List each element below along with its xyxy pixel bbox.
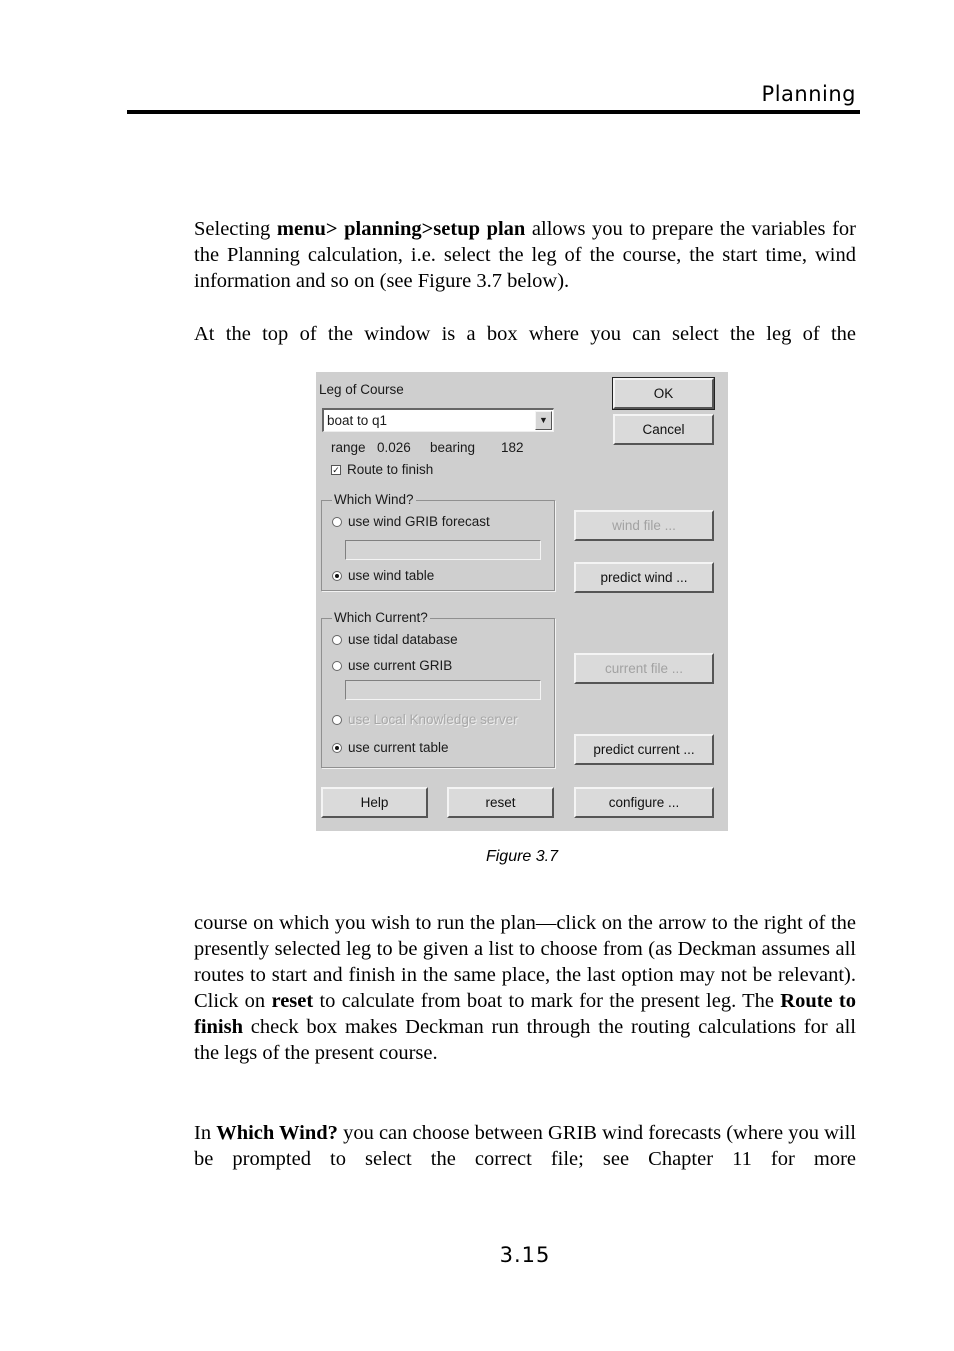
- bold-run: Which Wind?: [216, 1122, 338, 1144]
- tidal-database-radio[interactable]: [332, 632, 458, 647]
- bearing-value: 182: [501, 440, 524, 455]
- bold-run: reset: [271, 990, 314, 1012]
- paragraph-window-top: [194, 321, 856, 347]
- radio-selected-icon: [332, 571, 342, 581]
- text-run: check box makes Deckman run through the routing calculations for all the legs of the present course.: [194, 1016, 856, 1064]
- which-wind-label: Which Wind?: [334, 492, 414, 507]
- text-run: to calculate from boat to mark for the present leg. The: [313, 990, 781, 1012]
- chevron-down-icon[interactable]: ▼: [535, 411, 552, 430]
- radio-selected-icon: [332, 743, 342, 753]
- current-grib-label: use current GRIB: [348, 658, 453, 673]
- wind-table-radio[interactable]: [332, 568, 434, 583]
- radio-icon: [332, 517, 342, 527]
- wind-grib-label: use wind GRIB forecast: [348, 514, 490, 529]
- text-run: Selecting: [194, 218, 277, 240]
- text-run: At the top of the window is a box where you can select the leg of the: [194, 323, 856, 345]
- checkmark-icon: ✓: [332, 464, 340, 475]
- current-grib-file-field[interactable]: [345, 680, 541, 700]
- page-number: 3.15: [499, 1243, 551, 1267]
- header-rule: [127, 110, 860, 114]
- wind-table-label: use wind table: [348, 568, 435, 583]
- wind-grib-file-field[interactable]: [345, 540, 541, 560]
- tidal-database-label: use tidal database: [348, 632, 458, 647]
- figure-caption: Figure 3.7: [485, 848, 559, 865]
- range-value: 0.026: [377, 440, 411, 455]
- text-run: course on which you wish to run the plan—click on the arrow to the right of the presently selected leg to be given a list to choose from (as Deckman assumes all routes to start and finish in the same place, the last option may not be relevant). Click on: [194, 912, 856, 1012]
- ok-button[interactable]: OK: [613, 378, 714, 409]
- current-file-button[interactable]: current file ...: [574, 653, 714, 684]
- wind-grib-radio[interactable]: [332, 514, 490, 529]
- paragraph-which-wind: [194, 1120, 856, 1172]
- route-to-finish-label: Route to finish: [347, 462, 434, 477]
- leg-of-course-select[interactable]: [322, 408, 554, 432]
- current-table-label: use current table: [348, 740, 449, 755]
- bearing-label: bearing: [430, 440, 476, 455]
- running-header: Planning: [761, 82, 856, 106]
- radio-icon: [332, 661, 342, 671]
- configure-button[interactable]: configure ...: [574, 787, 714, 818]
- paragraph-intro: [194, 216, 856, 294]
- predict-wind-button[interactable]: predict wind ...: [574, 562, 714, 593]
- bold-run: Route to finish: [194, 990, 856, 1038]
- local-knowledge-label: use Local Knowledge server: [348, 712, 518, 727]
- predict-current-button[interactable]: predict current ...: [574, 734, 714, 765]
- text-run: you can choose between GRIB wind forecasts (where you will be prompted to select the correct file; see Chapter 11 for more: [194, 1122, 856, 1170]
- cancel-button[interactable]: Cancel: [613, 414, 714, 445]
- paragraph-course: [194, 910, 856, 1066]
- leg-value: boat to q1: [327, 413, 388, 428]
- current-table-radio[interactable]: [332, 740, 449, 755]
- current-grib-radio[interactable]: [332, 658, 452, 673]
- text-run: In: [194, 1122, 217, 1144]
- reset-button[interactable]: reset: [447, 787, 554, 818]
- text-run: allows you to prepare the variables for the Planning calculation, i.e. select the leg of the course, the start time, wind information and so on (see Figure 3.7 below).: [194, 218, 856, 292]
- radio-icon: [332, 635, 342, 645]
- leg-of-course-label: Leg of Course: [319, 382, 404, 397]
- bold-run: menu> planning>setup plan: [276, 218, 526, 240]
- help-button[interactable]: Help: [321, 787, 428, 818]
- which-current-label: Which Current?: [334, 610, 428, 625]
- range-label: range: [331, 440, 366, 455]
- local-knowledge-radio: [332, 712, 518, 727]
- setup-plan-dialog: [316, 372, 728, 831]
- wind-file-button[interactable]: wind file ...: [574, 510, 714, 541]
- route-to-finish-checkbox[interactable]: [331, 462, 433, 477]
- radio-icon: [332, 715, 342, 725]
